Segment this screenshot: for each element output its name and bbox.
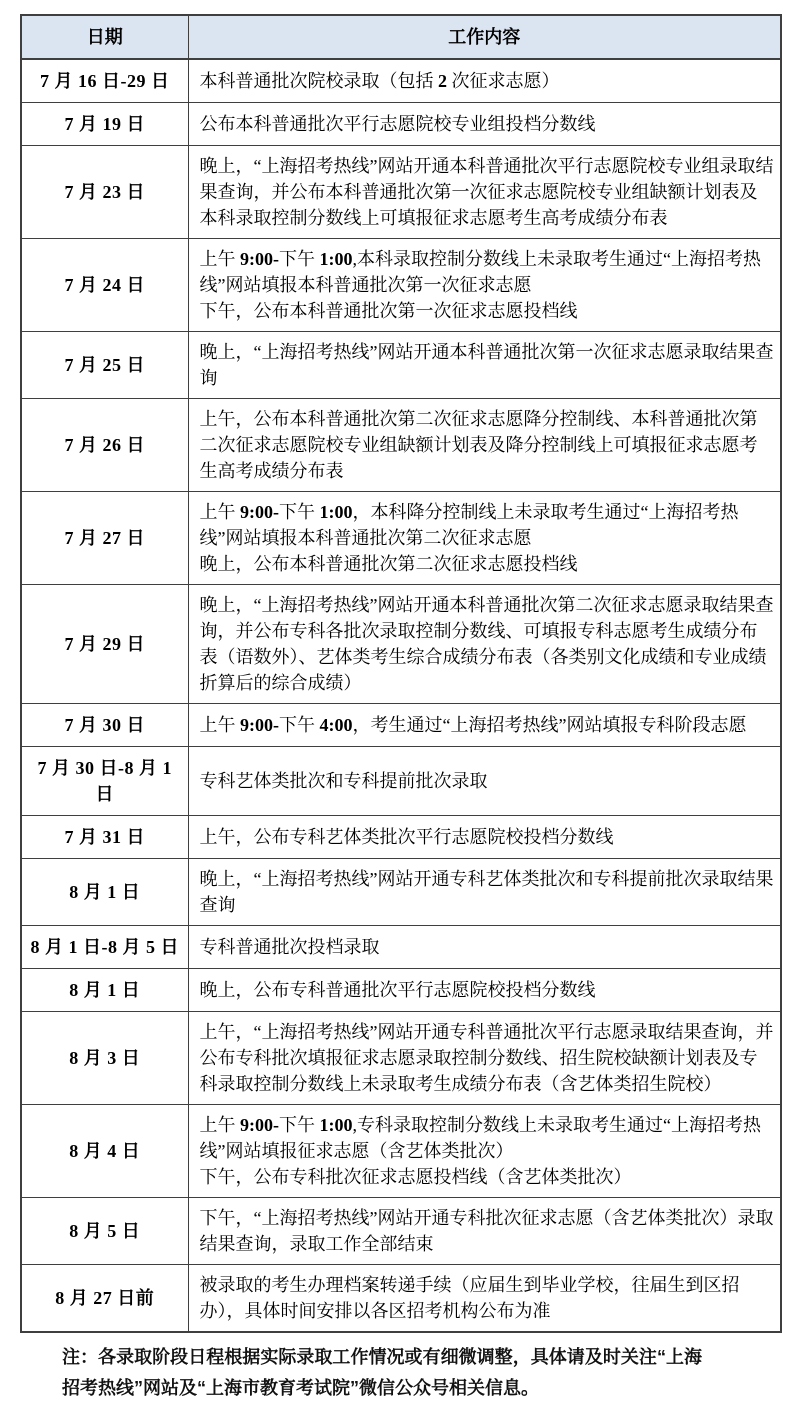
table-row (21, 926, 781, 969)
content-line: 晚上，“上海招考热线”网站开通本科普通批次第一次征求志愿录取结果查询 (199, 342, 774, 388)
content-cell (188, 704, 781, 747)
date-cell: 7 月 30 日-8 月 1 日 (21, 747, 188, 816)
content-cell (188, 146, 781, 239)
date-cell: 8 月 5 日 (21, 1198, 188, 1265)
content-line: 晚上，“上海招考热线”网站开通本科普通批次第二次征求志愿录取结果查询，并公布专科各批次录取控制分数线、可填报专科志愿考生成绩分布表（语数外）、艺体类考生综合成绩分布表（各类别文化成绩和专业成绩折算后的综合成绩） (199, 595, 774, 693)
content-line: 本科普通批次院校录取（包括 2 次征求志愿） (199, 71, 560, 91)
date-cell: 7 月 16 日-29 日 (21, 59, 188, 103)
table-row (21, 1012, 781, 1105)
table-row (21, 1265, 781, 1333)
date-cell: 8 月 1 日 (21, 969, 188, 1012)
date-column-header: 日期 (21, 15, 188, 59)
content-column-header: 工作内容 (188, 15, 781, 59)
table-row (21, 585, 781, 704)
content-cell (188, 859, 781, 926)
table-row (21, 747, 781, 816)
table-row (21, 969, 781, 1012)
content-line: 上午，公布本科普通批次第二次征求志愿降分控制线、本科普通批次第二次征求志愿院校专业组缺额计划表及降分控制线上可填报征求志愿考生高考成绩分布表 (199, 409, 758, 481)
table-row (21, 859, 781, 926)
content-line: 被录取的考生办理档案转递手续（应届生到毕业学校，往届生到区招办），具体时间安排以各区招考机构公布为准 (199, 1275, 740, 1321)
date-cell: 7 月 30 日 (21, 704, 188, 747)
table-row (21, 332, 781, 399)
content-line: 上午，公布专科艺体类批次平行志愿院校投档分数线 (199, 827, 614, 847)
content-cell (188, 332, 781, 399)
content-cell (188, 1105, 781, 1198)
content-line: 晚上，“上海招考热线”网站开通专科艺体类批次和专科提前批次录取结果查询 (199, 869, 774, 915)
content-cell (188, 103, 781, 146)
content-line: 晚上，公布本科普通批次第二次征求志愿投档线 (199, 554, 578, 574)
date-cell: 7 月 26 日 (21, 399, 188, 492)
content-cell (188, 1012, 781, 1105)
content-cell (188, 492, 781, 585)
table-row (21, 239, 781, 332)
schedule-table (20, 14, 782, 1333)
content-line: 专科艺体类批次和专科提前批次录取 (199, 771, 488, 791)
content-cell (188, 585, 781, 704)
content-line: 晚上，“上海招考热线”网站开通本科普通批次平行志愿院校专业组录取结果查询，并公布本科普通批次第一次征求志愿院校专业组缺额计划表及本科录取控制分数线上可填报征求志愿考生高考成绩分布表 (199, 156, 774, 228)
footnote: 注：各录取阶段日程根据实际录取工作情况或有细微调整，具体请及时关注“上海招考热线”网站及“上海市教育考试院”微信公众号相关信息。 (62, 1347, 702, 1398)
date-cell: 8 月 27 日前 (21, 1265, 188, 1333)
content-line: 晚上，公布专科普通批次平行志愿院校投档分数线 (199, 980, 596, 1000)
table-row (21, 103, 781, 146)
content-cell (188, 1265, 781, 1333)
date-cell: 7 月 23 日 (21, 146, 188, 239)
content-cell (188, 239, 781, 332)
date-cell: 7 月 27 日 (21, 492, 188, 585)
content-cell (188, 926, 781, 969)
header-row (21, 15, 781, 59)
content-line: 下午，公布本科普通批次第一次征求志愿投档线 (199, 301, 578, 321)
date-cell: 7 月 25 日 (21, 332, 188, 399)
date-cell: 8 月 1 日-8 月 5 日 (21, 926, 188, 969)
content-cell (188, 1198, 781, 1265)
date-cell: 8 月 1 日 (21, 859, 188, 926)
date-cell: 7 月 19 日 (21, 103, 188, 146)
table-row (21, 59, 781, 103)
content-cell (188, 59, 781, 103)
content-line: 上午，“上海招考热线”网站开通专科普通批次平行志愿录取结果查询，并公布专科批次填报征求志愿录取控制分数线、招生院校缺额计划表及专科录取控制分数线上未录取考生成绩分布表（含艺体类招生院校） (199, 1022, 774, 1094)
content-line: 下午，公布专科批次征求志愿投档线（含艺体类批次） (199, 1167, 632, 1187)
table-row (21, 1105, 781, 1198)
content-line: 上午 9:00-下午 1:00，本科降分控制线上未录取考生通过“上海招考热线”网站填报本科普通批次第二次征求志愿 (199, 502, 739, 548)
date-cell: 7 月 29 日 (21, 585, 188, 704)
content-cell (188, 816, 781, 859)
table-row (21, 816, 781, 859)
table-row (21, 704, 781, 747)
table-row (21, 1198, 781, 1265)
content-cell (188, 747, 781, 816)
table-row (21, 399, 781, 492)
date-cell: 7 月 24 日 (21, 239, 188, 332)
content-cell (188, 969, 781, 1012)
content-cell (188, 399, 781, 492)
content-line: 上午 9:00-下午 4:00，考生通过“上海招考热线”网站填报专科阶段志愿 (199, 715, 747, 735)
content-line: 上午 9:00-下午 1:00,专科录取控制分数线上未录取考生通过“上海招考热线”网站填报征求志愿（含艺体类批次） (199, 1115, 761, 1161)
content-line: 下午，“上海招考热线”网站开通专科批次征求志愿（含艺体类批次）录取结果查询，录取工作全部结束 (199, 1208, 774, 1254)
date-cell: 7 月 31 日 (21, 816, 188, 859)
date-cell: 8 月 4 日 (21, 1105, 188, 1198)
date-cell: 8 月 3 日 (21, 1012, 188, 1105)
content-line: 公布本科普通批次平行志愿院校专业组投档分数线 (199, 114, 596, 134)
content-line: 上午 9:00-下午 1:00,本科录取控制分数线上未录取考生通过“上海招考热线”网站填报本科普通批次第一次征求志愿 (199, 249, 761, 295)
table-row (21, 146, 781, 239)
content-line: 专科普通批次投档录取 (199, 937, 380, 957)
table-row (21, 492, 781, 585)
